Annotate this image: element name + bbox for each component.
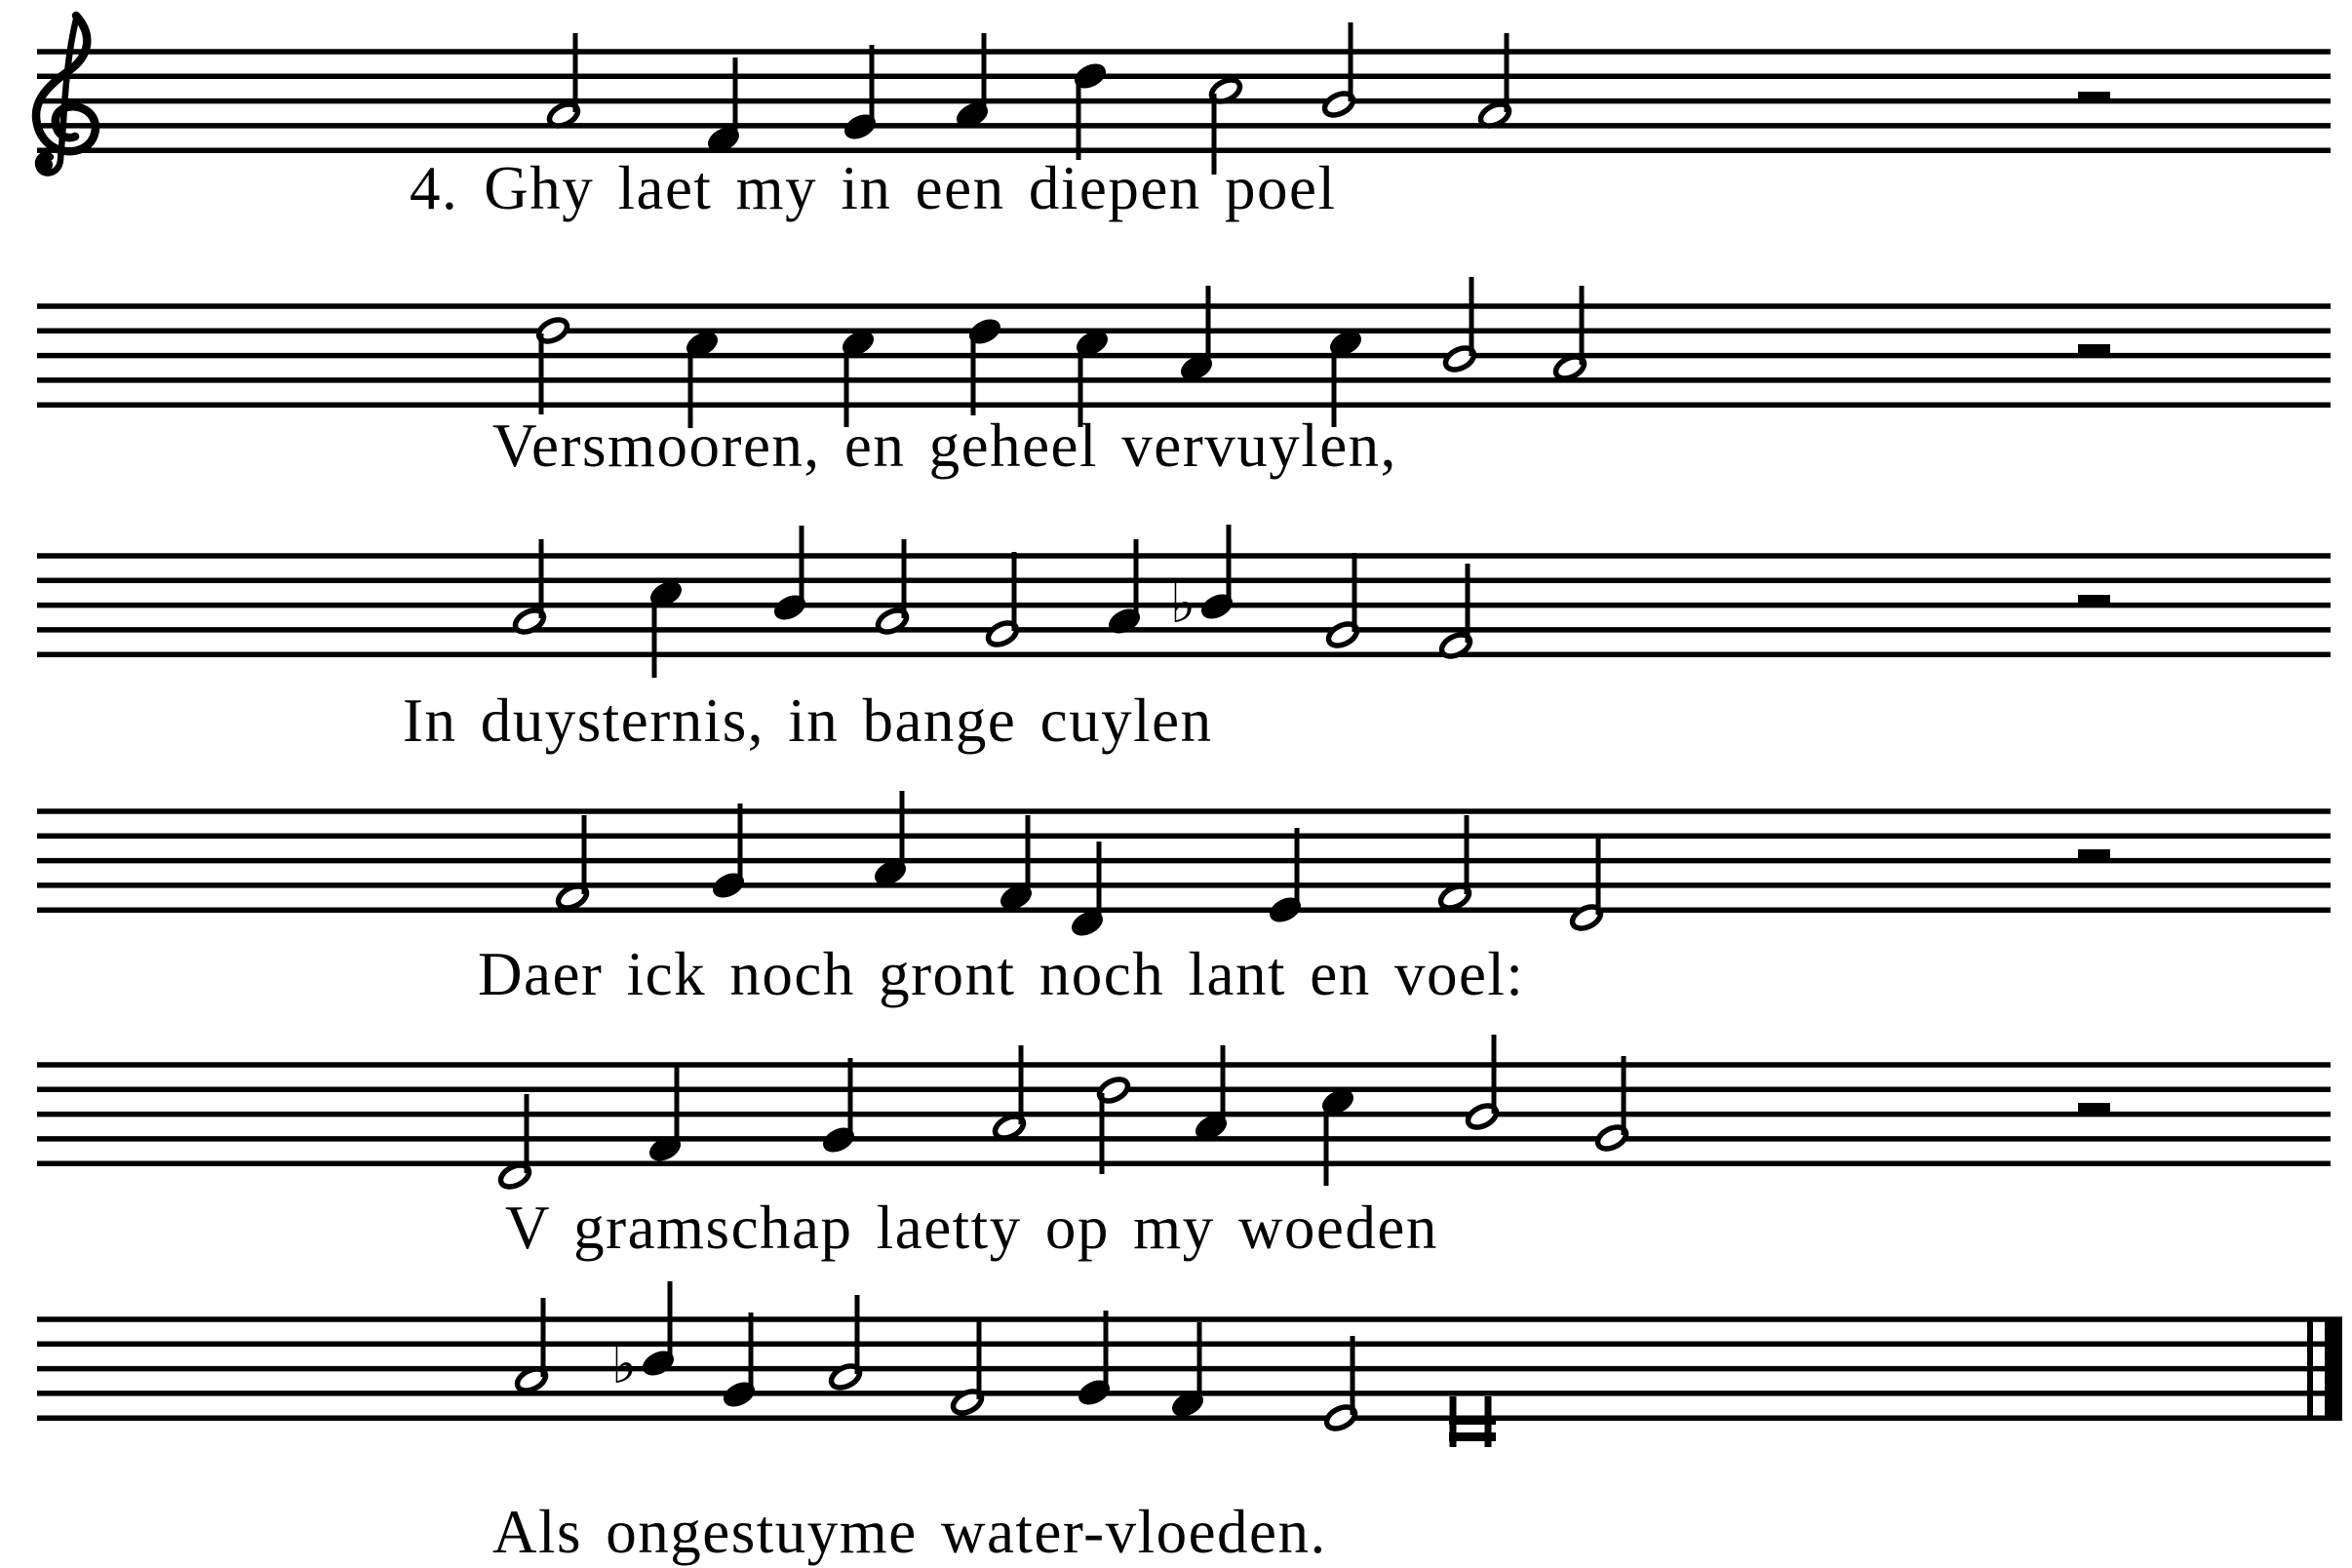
final-barline-thin xyxy=(2307,1319,2313,1419)
flat-accidental: ♭ xyxy=(610,1333,638,1396)
lyric-text: In duysternis, in bange cuylen xyxy=(403,686,1213,755)
flat-accidental: ♭ xyxy=(1169,572,1196,636)
final-barline-thick xyxy=(2325,1319,2342,1419)
treble-clef-blob xyxy=(37,157,53,173)
lyric-text: Versmooren, en geheel vervuylen, xyxy=(492,412,1397,480)
lyric-line-4 xyxy=(478,942,1524,1006)
verse-number: 4. xyxy=(410,154,459,222)
lyric-text: Daer ick noch gront noch lant en voel: xyxy=(478,940,1525,1008)
lyric-line-6 xyxy=(492,1500,1327,1564)
half-rest xyxy=(2078,849,2110,861)
lyric-text: Als ongestuyme water-vloeden. xyxy=(492,1498,1327,1566)
half-rest xyxy=(2078,1103,2110,1115)
half-rest xyxy=(2078,92,2110,103)
lyric-line-1 xyxy=(410,156,1337,220)
lyric-line-3 xyxy=(403,688,1213,753)
half-rest xyxy=(2078,344,2110,356)
longa-bar xyxy=(1449,1416,1496,1425)
half-rest xyxy=(2078,595,2110,607)
lyric-text: V gramschap laetty op my woeden xyxy=(505,1194,1438,1262)
lyric-text: Ghy laet my in een diepen poel xyxy=(484,154,1337,222)
lyric-line-2 xyxy=(492,413,1397,478)
lyric-line-5 xyxy=(505,1196,1438,1260)
longa-bar xyxy=(1449,1432,1496,1441)
